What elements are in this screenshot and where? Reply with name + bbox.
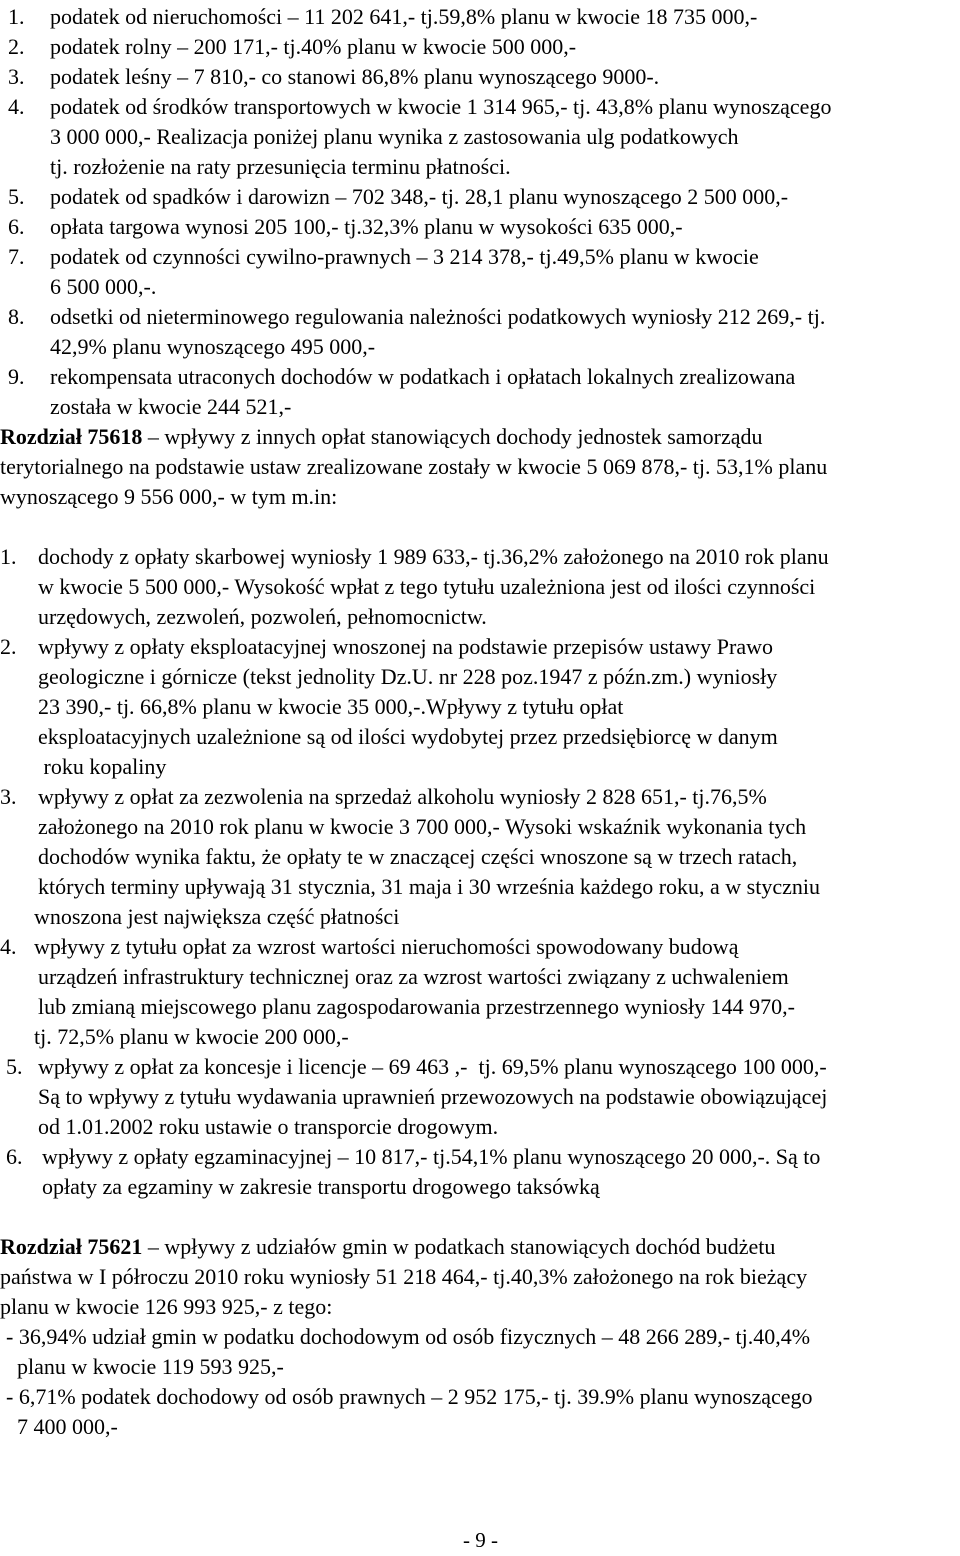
list-item-number: 2. xyxy=(8,34,25,59)
list-item-text: geologiczne i górnicze (tekst jednolity Dz.U. nr 228 poz.1947 z późn.zm.) wyniosły xyxy=(38,664,778,689)
list-item-text: podatek od nieruchomości – 11 202 641,- tj.59,8% planu w kwocie 18 735 000,- xyxy=(50,4,758,29)
list-item-text: opłaty za egzaminy w zakresie transportu drogowego taksówką xyxy=(42,1174,600,1199)
list-item-text: wnoszona jest największa część płatności xyxy=(34,904,400,929)
section-text: planu w kwocie 126 993 925,- z tego: xyxy=(0,1294,333,1319)
bullet-item: planu w kwocie 119 593 925,- xyxy=(6,1354,284,1379)
list-item-number: 3. xyxy=(0,784,17,809)
list-item-number: 4. xyxy=(8,94,25,119)
list-item-text: podatek od spadków i darowizn – 702 348,- tj. 28,1 planu wynoszącego 2 500 000,- xyxy=(50,184,789,209)
list-item-text: rekompensata utraconych dochodów w podatkach i opłatach lokalnych zrealizowana xyxy=(50,364,796,389)
list-item-number: 6. xyxy=(6,1144,23,1169)
list-item-text: lub zmianą miejscowego planu zagospodarowania przestrzennego wyniosły 144 970,- xyxy=(38,994,795,1019)
list-item-text: wpływy z opłat za koncesje i licencje – 69 463 ,- tj. 69,5% planu wynoszącego 100 000,- xyxy=(38,1054,827,1079)
list-item-text: podatek od czynności cywilno-prawnych – 3 214 378,- tj.49,5% planu w kwocie xyxy=(50,244,759,269)
list-item-text: roku kopaliny xyxy=(38,754,167,779)
list-item-number: 8. xyxy=(8,304,25,329)
bullet-item: - 36,94% udział gmin w podatku dochodowym od osób fizycznych – 48 266 289,- tj.40,4% xyxy=(6,1324,811,1349)
list-item-number: 5. xyxy=(8,184,25,209)
list-item-text: założonego na 2010 rok planu w kwocie 3 700 000,- Wysoki wskaźnik wykonania tych xyxy=(38,814,807,839)
list-item-text: 3 000 000,- Realizacja poniżej planu wynika z zastosowania ulg podatkowych xyxy=(50,124,739,149)
list-item-text: odsetki od nieterminowego regulowania należności podatkowych wyniosły 212 269,- tj. xyxy=(50,304,826,329)
list-item-number: 9. xyxy=(8,364,25,389)
list-item-text: w kwocie 5 500 000,- Wysokość wpłat z tego tytułu uzależniona jest od ilości czynności xyxy=(38,574,816,599)
section-text: państwa w I półroczu 2010 roku wyniosły 51 218 464,- tj.40,3% założonego na rok bieżący xyxy=(0,1264,808,1289)
list-item-text: podatek od środków transportowych w kwocie 1 314 965,- tj. 43,8% planu wynoszącego xyxy=(50,94,832,119)
list-item-text: została w kwocie 244 521,- xyxy=(50,394,292,419)
list-item-text: od 1.01.2002 roku ustawie o transporcie drogowym. xyxy=(38,1114,499,1139)
section-first-line xyxy=(0,1236,775,1258)
list-item-number: 2. xyxy=(0,634,17,659)
page-number: - 9 - xyxy=(463,1528,498,1552)
list-item-text: urządzeń infrastruktury technicznej oraz za wzrost wartości związany z uchwaleniem xyxy=(38,964,789,989)
list-item-text: dochodów wynika faktu, że opłaty te w znaczącej części wnoszone są w trzech ratach, xyxy=(38,844,798,869)
section-heading-rest: – wpływy z udziałów gmin w podatkach stanowiących dochód budżetu xyxy=(142,1234,776,1259)
list-item-number: 1. xyxy=(0,544,17,569)
section-first-line xyxy=(0,426,763,448)
list-item-text: wpływy z opłaty eksploatacyjnej wnoszonej na podstawie przepisów ustawy Prawo xyxy=(38,634,773,659)
list-item-text: wpływy z tytułu opłat za wzrost wartości nieruchomości spowodowany budową xyxy=(34,934,739,959)
list-item-text: opłata targowa wynosi 205 100,- tj.32,3% planu w wysokości 635 000,- xyxy=(50,214,683,239)
list-item-text: których terminy upływają 31 stycznia, 31 maja i 30 września każdego roku, a w styczniu xyxy=(38,874,820,899)
section-heading: Rozdział 75621 xyxy=(0,1234,143,1259)
list-item-text: 6 500 000,-. xyxy=(50,274,157,299)
bullet-item: - 6,71% podatek dochodowy od osób prawnych – 2 952 175,- tj. 39.9% planu wynoszącego xyxy=(6,1384,813,1409)
section-heading: Rozdział 75618 xyxy=(0,424,143,449)
list-item-text: dochody z opłaty skarbowej wyniosły 1 989 633,- tj.36,2% założonego na 2010 rok planu xyxy=(38,544,829,569)
bullet-item: 7 400 000,- xyxy=(6,1414,118,1439)
list-item-text: 23 390,- tj. 66,8% planu w kwocie 35 000,-.Wpływy z tytułu opłat xyxy=(38,694,624,719)
list-item-text: wpływy z opłaty egzaminacyjnej – 10 817,- tj.54,1% planu wynoszącego 20 000,-. Są to xyxy=(42,1144,821,1169)
list-item-text: tj. 72,5% planu w kwocie 200 000,- xyxy=(34,1024,349,1049)
list-item-text: Są to wpływy z tytułu wydawania uprawnień przewozowych na podstawie obowiązującej xyxy=(38,1084,828,1109)
list-item-text: podatek leśny – 7 810,- co stanowi 86,8% planu wynoszącego 9000-. xyxy=(50,64,660,89)
list-item-number: 5. xyxy=(6,1054,23,1079)
section-heading-rest: – wpływy z innych opłat stanowiących dochody jednostek samorządu xyxy=(142,424,763,449)
list-item-number: 3. xyxy=(8,64,25,89)
section-text: wynoszącego 9 556 000,- w tym m.in: xyxy=(0,484,338,509)
list-item-number: 1. xyxy=(8,4,25,29)
list-item-text: wpływy z opłat za zezwolenia na sprzedaż alkoholu wyniosły 2 828 651,- tj.76,5% xyxy=(38,784,767,809)
list-item-text: eksploatacyjnych uzależnione są od ilości wydobytej przez przedsiębiorcę w danym xyxy=(38,724,778,749)
list-item-text: tj. rozłożenie na raty przesunięcia terminu płatności. xyxy=(50,154,511,179)
list-item-text: urzędowych, zezwoleń, pozwoleń, pełnomocnictw. xyxy=(38,604,487,629)
list-item-text: podatek rolny – 200 171,- tj.40% planu w kwocie 500 000,- xyxy=(50,34,577,59)
section-text: terytorialnego na podstawie ustaw zrealizowane zostały w kwocie 5 069 878,- tj. 53,1% planu xyxy=(0,454,828,479)
list-item-number: 6. xyxy=(8,214,25,239)
list-item-number: 4. xyxy=(0,934,17,959)
list-item-number: 7. xyxy=(8,244,25,269)
list-item-text: 42,9% planu wynoszącego 495 000,- xyxy=(50,334,376,359)
